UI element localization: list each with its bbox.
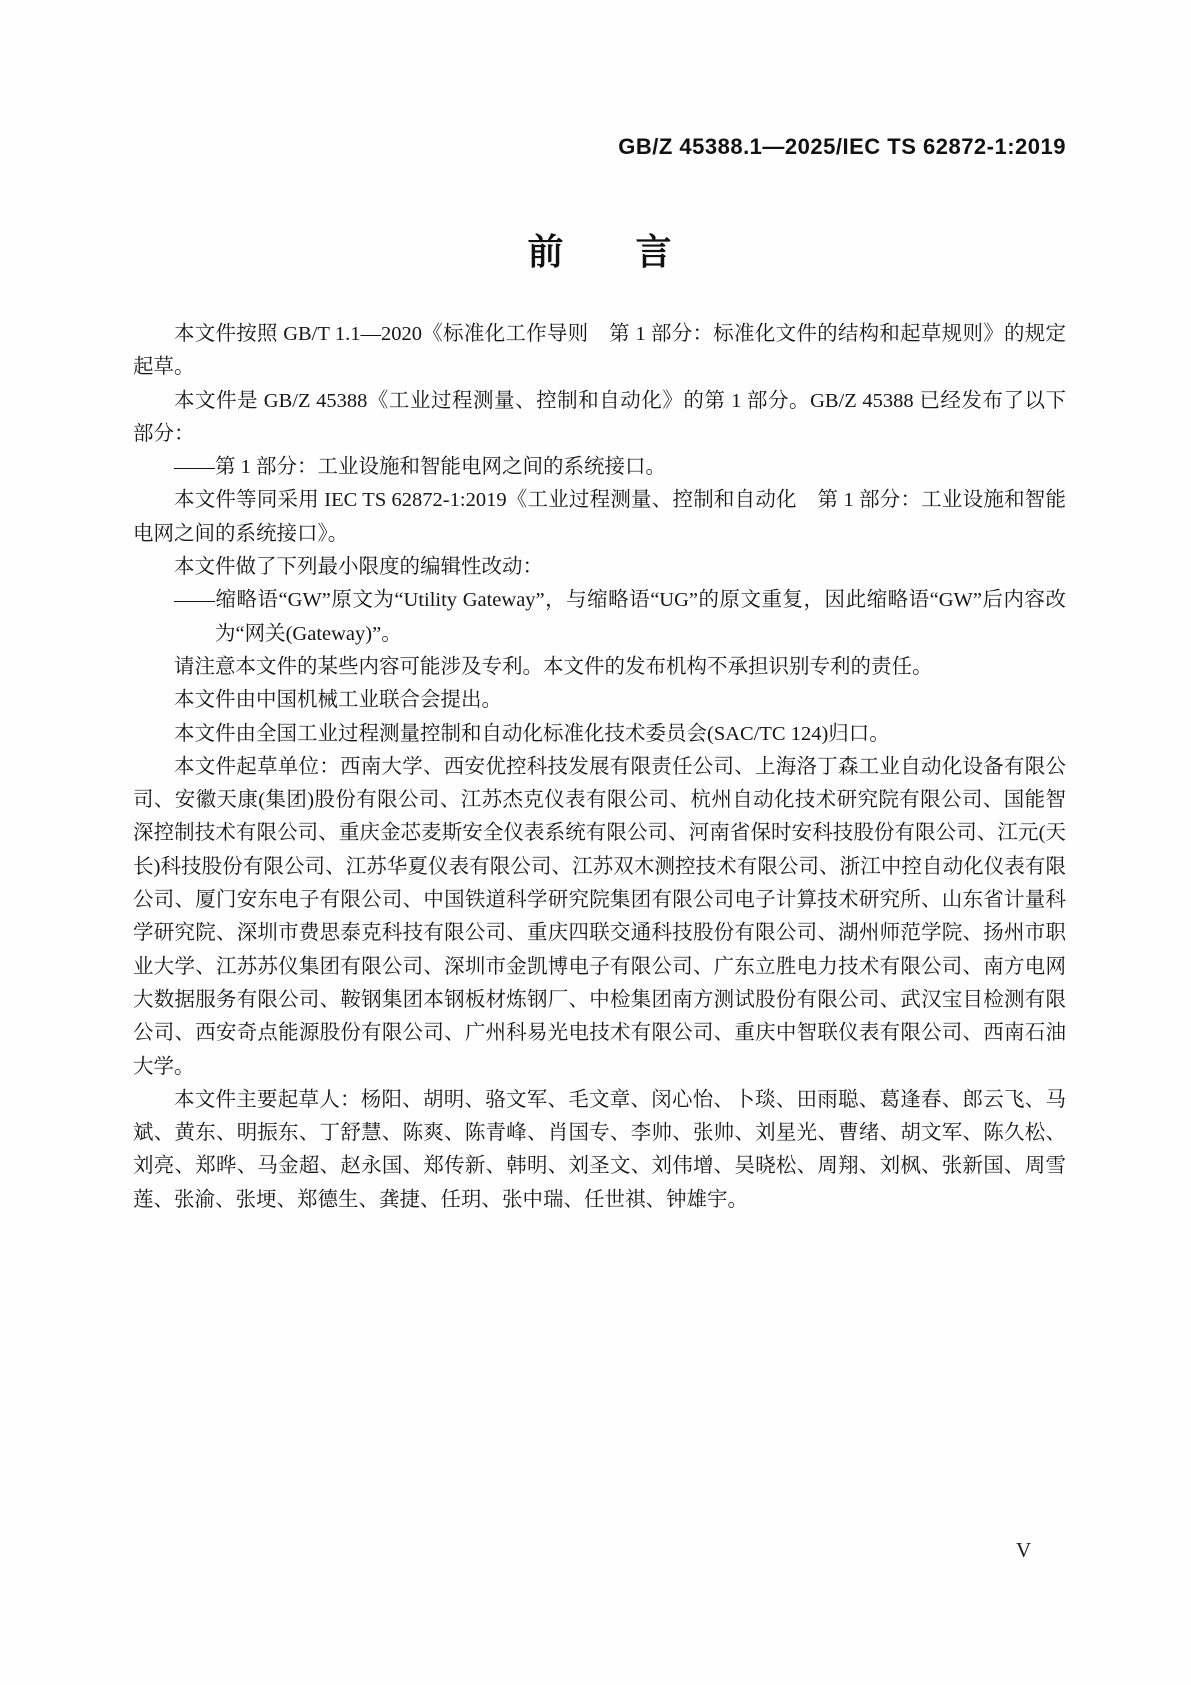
body-paragraph-drafters: 本文件主要起草人：杨阳、胡明、骆文军、毛文章、闵心怡、卜琰、田雨聪、葛逢春、郎云飞、马斌、黄东、明振东、丁舒慧、陈爽、陈青峰、肖国专、李帅、张帅、刘星光、曹绪、胡文军、陈久松、刘亮、郑晔、马金超、赵永国、郑传新、韩明、刘圣文、刘伟增、吴晓松、周翔、刘枫、张新国、周雪莲、张渝、张埂、郑德生、龚捷、任玥、张中瑞、任世祺、钟雄宇。 [133,1088,1066,1211]
foreword-body [133,318,1066,1217]
body-paragraph: 本文件由全国工业过程测量控制和自动化标准化技术委员会(SAC/TC 124)归口。 [174,722,890,745]
body-paragraph: 本文件做了下列最小限度的编辑性改动： [174,556,543,579]
body-paragraph: 本文件按照 GB/T 1.1—2020《标准化工作导则 第 1 部分：标准化文件的结构和起草规则》的规定起草。 [133,323,1066,379]
body-paragraph: 本文件是 GB/Z 45388《工业过程测量、控制和自动化》的第 1 部分。GB/Z 45388 已经发布了以下部分： [133,389,1066,445]
standard-number-header: GB/Z 45388.1—2025/IEC TS 62872-1:2019 [618,134,1066,159]
body-paragraph: 本文件由中国机械工业联合会提出。 [174,689,502,712]
page-title: 前 言 [527,231,672,272]
body-paragraph-list-item: ——第 1 部分：工业设施和智能电网之间的系统接口。 [174,456,666,479]
body-paragraph: 本文件等同采用 IEC TS 62872-1:2019《工业过程测量、控制和自动化 第 1 部分：工业设施和智能电网之间的系统接口》。 [133,489,1066,545]
body-paragraph-list-item: ——缩略语“GW”原文为“Utility Gateway”，与缩略语“UG”的原文重复，因此缩略语“GW”后内容改为“网关(Gateway)”。 [174,589,1066,645]
body-paragraph-drafting-organizations: 本文件起草单位：西南大学、西安优控科技发展有限责任公司、上海洛丁森工业自动化设备有限公司、安徽天康(集团)股份有限公司、江苏杰克仪表有限公司、杭州自动化技术研究院有限公司、国能智深控制技术有限公司、重庆金芯麦斯安全仪表系统有限公司、河南省保时安科技股份有限公司、江元(天长)科技股份有限公司、江苏华夏仪表有限公司、江苏双木测控技术有限公司、浙江中控自动化仪表有限公司、厦门安东电子有限公司、中国铁道科学研究院集团有限公司电子计算技术研究所、山东省计量科学研究院、深圳市费思泰克科技有限公司、重庆四联交通科技股份有限公司、湖州师范学院、扬州市职业大学、江苏苏仪集团有限公司、深圳市金凯博电子有限公司、广东立胜电力技术有限公司、南方电网大数据服务有限公司、鞍钢集团本钢板材炼钢厂、中检集团南方测试股份有限公司、武汉宝目检测有限公司、西安奇点能源股份有限公司、广州科易光电技术有限公司、重庆中智联仪表有限公司、西南石油大学。 [133,755,1066,1078]
page-number: V [1016,1538,1032,1562]
body-paragraph: 请注意本文件的某些内容可能涉及专利。本文件的发布机构不承担识别专利的责任。 [174,655,933,678]
